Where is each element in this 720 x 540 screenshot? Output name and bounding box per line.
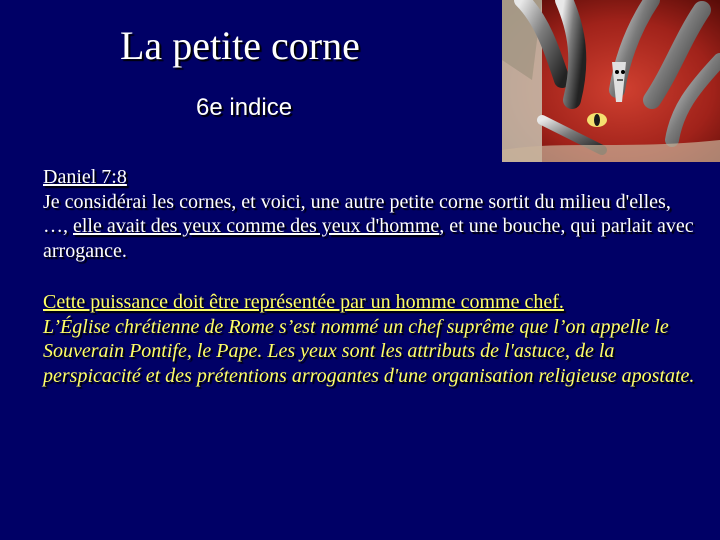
scripture-reference: Daniel 7:8 — [43, 166, 127, 188]
slide-body — [43, 165, 698, 388]
scripture-verse — [43, 190, 698, 264]
verse-highlight: elle avait des yeux comme des yeux d'homme — [73, 215, 440, 237]
explanation-text: L’Église chrétienne de Rome s’est nommé un chef suprême que l’on appelle le Souverain Pontife, le Pape. Les yeux sont les attributs de l'astuce, de la perspicacité et des prétentions arrogantes d'une organisation religieuse apostate. — [43, 315, 695, 387]
claim-statement: Cette puissance doit être représentée par un homme comme chef. — [43, 291, 564, 313]
verse-text-1: Je considérai les cornes, et voici, une autre petite corne sortit du milieu d'elles, …, — [43, 190, 671, 237]
horned-beast-illustration — [502, 0, 720, 162]
slide-subtitle: 6e indice — [196, 94, 293, 121]
verse-text-2: , et une bouche, qui parlait avec arrogance. — [43, 215, 694, 262]
slide-title: La petite corne — [120, 23, 360, 68]
